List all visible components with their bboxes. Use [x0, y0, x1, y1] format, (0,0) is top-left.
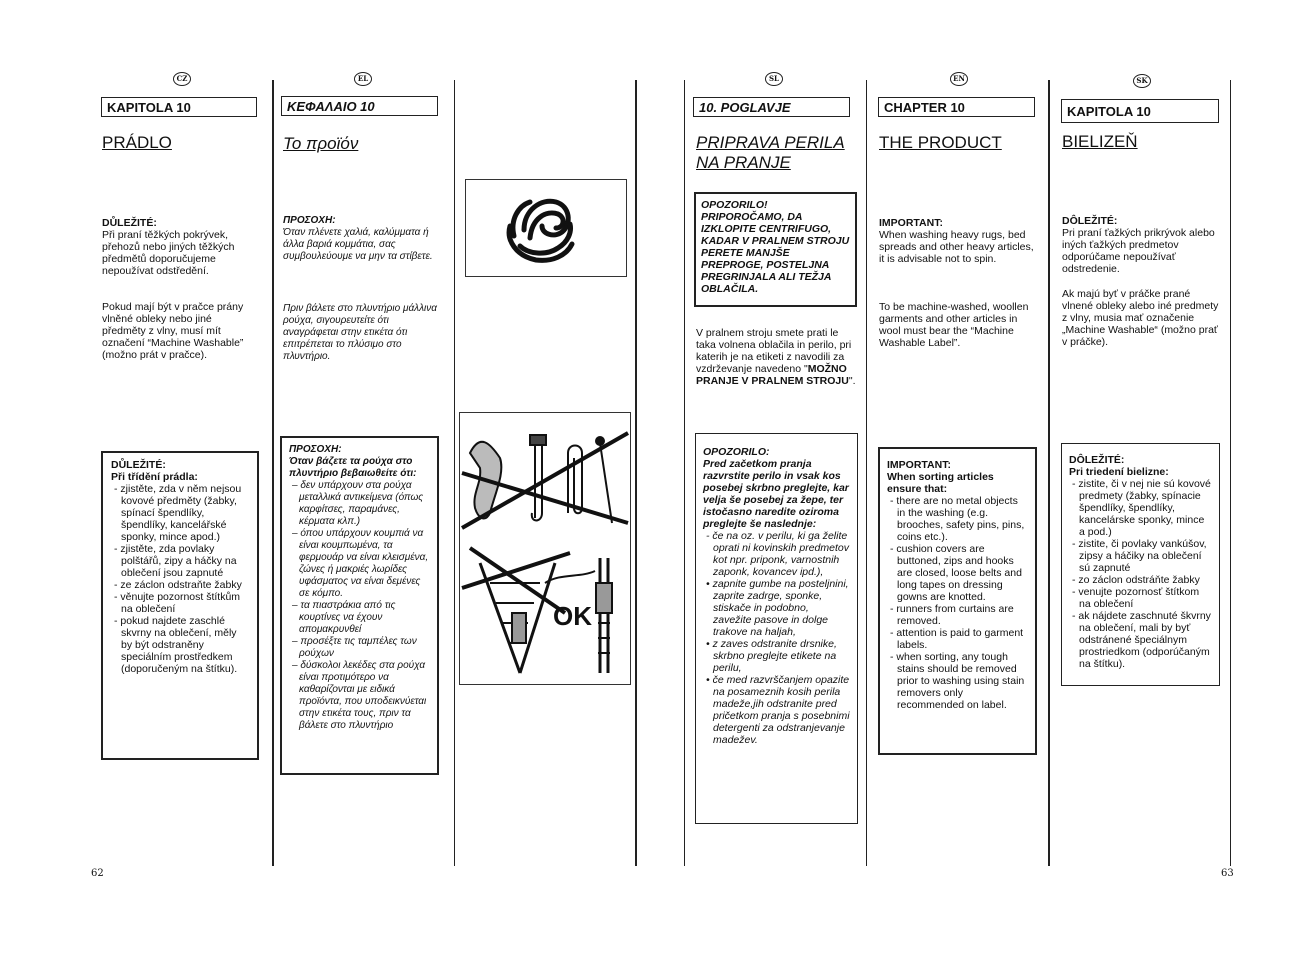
sorting-box-sk — [1061, 443, 1220, 686]
section-title-cz: PRÁDLO — [102, 133, 172, 152]
section-title-en: THE PRODUCT — [879, 133, 1002, 152]
list-item: - zistite, či povlaky vankúšov, zipsy a háčiky na oblečení sú zapnuté — [1072, 538, 1207, 574]
box-subtitle: Při třídění prádla: — [111, 471, 198, 483]
clothes-items-illustration — [460, 413, 630, 684]
box-title: DŮLEŽITÉ: — [111, 459, 166, 471]
sorting-box-el — [280, 436, 439, 775]
section-title-sk: BIELIZEŇ — [1062, 132, 1138, 151]
paragraph-en: To be machine-washed, woollen garments and other articles in wool must bear the “Machine Washable Label”. — [879, 301, 1029, 349]
chapter-heading-sk: KAPITOLA 10 — [1061, 99, 1219, 123]
box-list — [111, 483, 249, 675]
box-list — [289, 480, 430, 732]
list-item: - runners from curtains are removed. — [890, 603, 1014, 627]
box-title: OPOZORILO: — [703, 446, 770, 458]
paragraph-text: V pralnem stroju smete prati le taka volnena oblačila in perilo, pri katerih je na etiketi z navodili za vzdrževanje navedeno " — [696, 327, 852, 375]
warning-box-sl: OPOZORILO! PRIPOROČAMO, DA IZKLOPITE CENTRIFUGO, KADAR V PRALNEM STROJU PERETE MANJŠE PREPROGE, POSTELJNA PREGRINJALA ALI TEŽJA OBLAČILA. — [694, 192, 857, 307]
title-line: PRIPRAVA PERILA — [696, 133, 845, 152]
column-divider — [866, 80, 867, 866]
paragraph-cz: Pokud mají být v pračce prány vlněné obleky nebo jiné předměty z vlny, musí mít označení “Machine Washable” (možno prát v pračce). — [102, 301, 244, 361]
box-list — [887, 495, 1028, 711]
list-item: - zjistěte, zda v něm nejsou kovové předměty (žabky, spínací špendlíky, špendlíky, kancelářské sponky, mince apod.) — [114, 483, 242, 543]
ok-label: OK — [553, 601, 592, 631]
list-item: - when sorting, any tough stains should be removed prior to washing using stain removers only recommended on label. — [890, 651, 1025, 711]
box-title: IMPORTANT: — [887, 459, 951, 471]
paragraph-end: ". — [848, 375, 856, 387]
list-item: – δύσκολοι λεκέδες στα ρούχα είναι προτιμότερο να καθαρίζονται με ειδικά προϊόντα, που υποδεικνύεται στην ετικέτα τους, πριν τα βάλετε στο πλυντήριο — [292, 660, 427, 731]
lang-badge-sl: SL — [765, 72, 783, 86]
important-label: DÔLEŽITÉ: — [1062, 215, 1118, 227]
important-text: When washing heavy rugs, bed spreads and other heavy articles, it is advisable not to spin. — [879, 229, 1034, 265]
list-item: - ak nájdete zaschnuté škvrny na oblečení, mali by byť odstránené špeciálnym prostriedkom (odporúčaným na štítku). — [1072, 610, 1211, 670]
important-label: DŮLEŽITÉ: — [102, 217, 157, 229]
box-subtitle: When sorting articles ensure that: — [887, 471, 994, 495]
list-item: - zistite, či v nej nie sú kovové predmety (žabky, spínacie špendlíky, špendlíky, kancelárske sponky, mince a pod.) — [1072, 478, 1211, 538]
sorting-box-sl — [695, 433, 858, 824]
box-list — [1069, 478, 1212, 670]
wool-mark-icon — [466, 180, 626, 276]
column-divider — [1048, 80, 1050, 866]
paper-clip-icon — [568, 446, 582, 514]
chapter-heading-sl: 10. POGLAVJE — [693, 97, 850, 117]
column-divider — [454, 80, 455, 866]
list-item: - venujte pozornosť štítkom na oblečení — [1072, 586, 1200, 610]
sorting-box-en — [878, 447, 1037, 755]
chapter-heading-el: ΚΕΦΑΛΑΙΟ 10 — [281, 96, 438, 116]
page-divider — [635, 80, 637, 866]
list-item: - zo záclon odstráňte žabky — [1072, 574, 1200, 586]
lang-badge-en: EN — [950, 72, 968, 86]
list-item: • z zaves odstranite drsnike, skrbno preglejte etikete na perilu, — [706, 638, 837, 674]
important-note-el — [283, 215, 443, 263]
chapter-heading-cz: KAPITOLA 10 — [101, 97, 257, 117]
important-note-cz — [102, 217, 264, 277]
page-number-left: 62 — [91, 868, 104, 879]
pin-icon — [600, 443, 612, 523]
list-item: - če na oz. v perilu, ki ga želite oprati ni kovinskih predmetov kot npr. priponk, varnostnih zaponk, kovancev ipd.), — [706, 530, 849, 578]
box-subtitle: Pred začetkom pranja razvrstite perilo in vsak kos posebej skrbno preglejte, kar velja še posebej za žepe, ter istočasno naredite oziroma preglejte še naslednje: — [703, 458, 849, 530]
paragraph-el: Πριν βάλετε στο πλυντήριο μάλλινα ρούχα, σιγουρευτείτε ότι αναγράφεται στην ετικέτα ότι επιτρέπεται το πλύσιμο στο πλυντήριο. — [283, 303, 437, 362]
list-item: – δεν υπάρχουν στα ρούχα μεταλλικά αντικείμενα (όπως καρφίτσες, παραμάνες, κέρματα κλπ.) — [292, 480, 424, 527]
list-item: - attention is paid to garment labels. — [890, 627, 1024, 651]
lang-badge-cz: CZ — [173, 72, 191, 86]
list-item: • če med razvrščanjem opazite na posameznih kosih perila madeže,jih odstranite pred pričetkom pranja s posebnimi detergenti za odstranjevanje madežev. — [706, 674, 850, 746]
box-title: ΠΡΟΣΟΧΗ: — [289, 444, 342, 455]
box-subtitle: Pri triedení bielizne: — [1069, 466, 1169, 478]
list-item: – όπου υπάρχουν κουμπιά να είναι κουμπωμένα, τα φερμουάρ να είναι κλεισμένα, ζώνες ή μακριές λωρίδες υφάσματος να είναι δεμένες σε κόμπο. — [292, 528, 429, 599]
important-label: ΠΡΟΣΟΧΗ: — [283, 215, 336, 226]
list-item: – τα πιαστράκια από τις κουρτίνες να έχουν απομακρυνθεί — [292, 600, 396, 635]
lang-badge-sk: SK — [1133, 74, 1151, 88]
title-line: NA PRANJE — [696, 153, 791, 172]
important-note-sk — [1062, 215, 1226, 275]
lang-badge-el: EL — [354, 72, 372, 86]
important-label: IMPORTANT: — [879, 217, 943, 229]
closed-zipper-icon — [600, 558, 608, 673]
chapter-heading-en: CHAPTER 10 — [878, 97, 1035, 117]
important-text: Při praní těžkých pokrývek, přehozů nebo jiných těžkých předmětů doporučujeme nepoužívat odstředění. — [102, 229, 235, 277]
list-item: - pokud najdete zaschlé skvrny na oblečení, měly by být odstraněny speciálním prostředkem (doporučeným na štítku). — [114, 615, 238, 675]
list-item: • zapnite gumbe na posteljnini, zaprite zadrge, sponke, stiskače in podobno, zavežite pasove in dolge trakove na haljah, — [706, 578, 849, 638]
list-item: – προσέξτε τις ταμπέλες των ρούχων — [292, 636, 417, 659]
box-subtitle: Όταν βάζετε τα ρούχα στο πλυντήριο βεβαιωθείτε ότι: — [289, 456, 417, 479]
list-item: - ze záclon odstraňte žabky — [114, 579, 242, 591]
list-item: - cushion covers are buttoned, zips and hooks are closed, loose belts and long tapes on dressing gowns are knotted. — [890, 543, 1022, 603]
sorting-figure — [459, 412, 631, 685]
column-divider — [1230, 80, 1231, 866]
important-text: Όταν πλένετε χαλιά, καλύμματα ή άλλα βαριά κομμάτια, σας συμβουλεύουμε να μην τα στίβετε. — [283, 227, 433, 262]
important-text: Pri praní ťažkých prikrývok alebo iných ťažkých predmetov odporúčame nepoužívať odstredenie. — [1062, 227, 1215, 275]
page-divider — [684, 80, 685, 866]
list-item: - věnujte pozornost štítkům na oblečení — [114, 591, 241, 615]
column-divider — [272, 80, 274, 866]
paragraph-bold: MOŽNO PRANJE V PRALNEM STROJU — [696, 363, 849, 387]
page-number-right: 63 — [1221, 868, 1234, 879]
paragraph-sk: Ak majú byť v práčke prané vlnené obleky alebo iné predmety z vlny, musia mať označenie „Machine Washable“ (možno prať v práčke). — [1062, 288, 1219, 348]
section-title-el: Το προϊόν — [283, 134, 359, 153]
paragraph-sl — [696, 327, 858, 387]
box-list — [703, 530, 850, 746]
important-note-en — [879, 217, 1041, 265]
sorting-box-cz — [101, 451, 259, 760]
list-item: - there are no metal objects in the washing (e.g. brooches, safety pins, pins, coins etc.). — [890, 495, 1025, 543]
box-title: DÔLEŽITÉ: — [1069, 454, 1125, 466]
section-title-sl — [696, 133, 845, 173]
list-item: - zjistěte, zda povlaky polštářů, zipy a háčky na oblečení jsou zapnuté — [114, 543, 237, 579]
wool-symbol-figure — [465, 179, 627, 277]
